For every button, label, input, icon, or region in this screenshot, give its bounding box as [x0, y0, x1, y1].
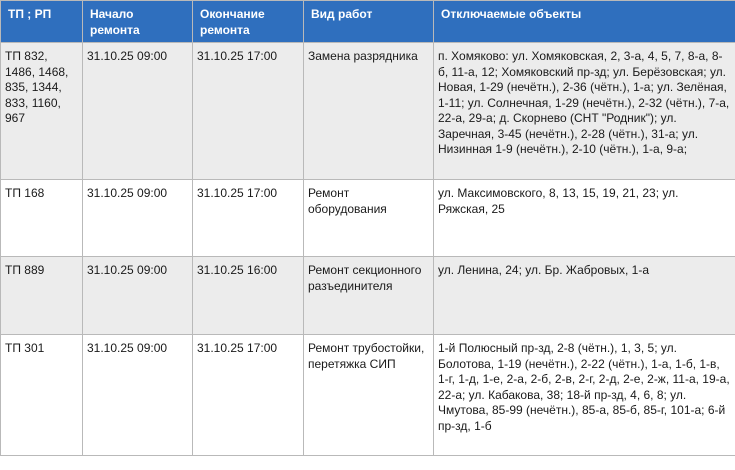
cell-start: 31.10.25 09:00 [83, 43, 193, 180]
cell-start: 31.10.25 09:00 [83, 335, 193, 456]
cell-start: 31.10.25 09:00 [83, 257, 193, 335]
cell-objects: ул. Максимовского, 8, 13, 15, 19, 21, 23; ул. Ряжская, 25 [434, 180, 735, 257]
cell-work-type: Ремонт оборудования [304, 180, 434, 257]
table-header-row [1, 1, 735, 43]
table-row [1, 180, 735, 257]
cell-objects: 1-й Полюсный пр-зд, 2-8 (чётн.), 1, 3, 5; ул. Болотова, 1-19 (нечётн.), 2-22 (чётн.), 1-а, 1-б, 1-в, 1-г, 1-д, 1-е, 2-а, 2-б, 2-в, 2-г, 2-д, 2-е, 2-ж, 11-а, 19-а, 22-а; ул. Кабакова, 38; 18-й пр-зд, 4, 6, 8; ул. Чмутова, 85-99 (нечётн.), 85-а, 85-б, 85-г, 101-а; 6-й пр-зд, 1-б [434, 335, 735, 456]
cell-objects: ул. Ленина, 24; ул. Бр. Жабровых, 1-а [434, 257, 735, 335]
cell-tp: ТП 889 [1, 257, 83, 335]
cell-end: 31.10.25 17:00 [193, 180, 304, 257]
cell-work-type: Ремонт секционного разъединителя [304, 257, 434, 335]
header-objects: Отключаемые объекты [434, 1, 735, 43]
cell-tp: ТП 301 [1, 335, 83, 456]
cell-tp: ТП 832, 1486, 1468, 835, 1344, 833, 1160, 967 [1, 43, 83, 180]
cell-objects: п. Хомяково: ул. Хомяковская, 2, 3-а, 4, 5, 7, 8-а, 8-б, 11-а, 12; Хомяковский пр-зд; ул. Берёзовская; ул. Новая, 1-29 (нечётн.), 2-36 (чётн.), 1-а; ул. Зелёная, 1-11; ул. Солнечная, 1-29 (нечётн.), 2-32 (чётн.), 7-а, 22-а, 29-а; д. Скорнево (СНТ "Родник"); ул. Заречная, 3-45 (нечётн.), 2-28 (чётн.), 31-а; ул. Низинная 1-9 (нечётн.), 2-10 (чётн.), 1-а, 9-а; [434, 43, 735, 180]
cell-end: 31.10.25 16:00 [193, 257, 304, 335]
cell-end: 31.10.25 17:00 [193, 43, 304, 180]
table-row [1, 335, 735, 456]
header-work-type: Вид работ [304, 1, 434, 43]
cell-end: 31.10.25 17:00 [193, 335, 304, 456]
cell-start: 31.10.25 09:00 [83, 180, 193, 257]
header-start: Начало ремонта [83, 1, 193, 43]
table-row [1, 43, 735, 180]
cell-tp: ТП 168 [1, 180, 83, 257]
header-tp: ТП ; РП [1, 1, 83, 43]
cell-work-type: Ремонт трубостойки, перетяжка СИП [304, 335, 434, 456]
header-end: Окончание ремонта [193, 1, 304, 43]
table-row [1, 257, 735, 335]
cell-work-type: Замена разрядника [304, 43, 434, 180]
